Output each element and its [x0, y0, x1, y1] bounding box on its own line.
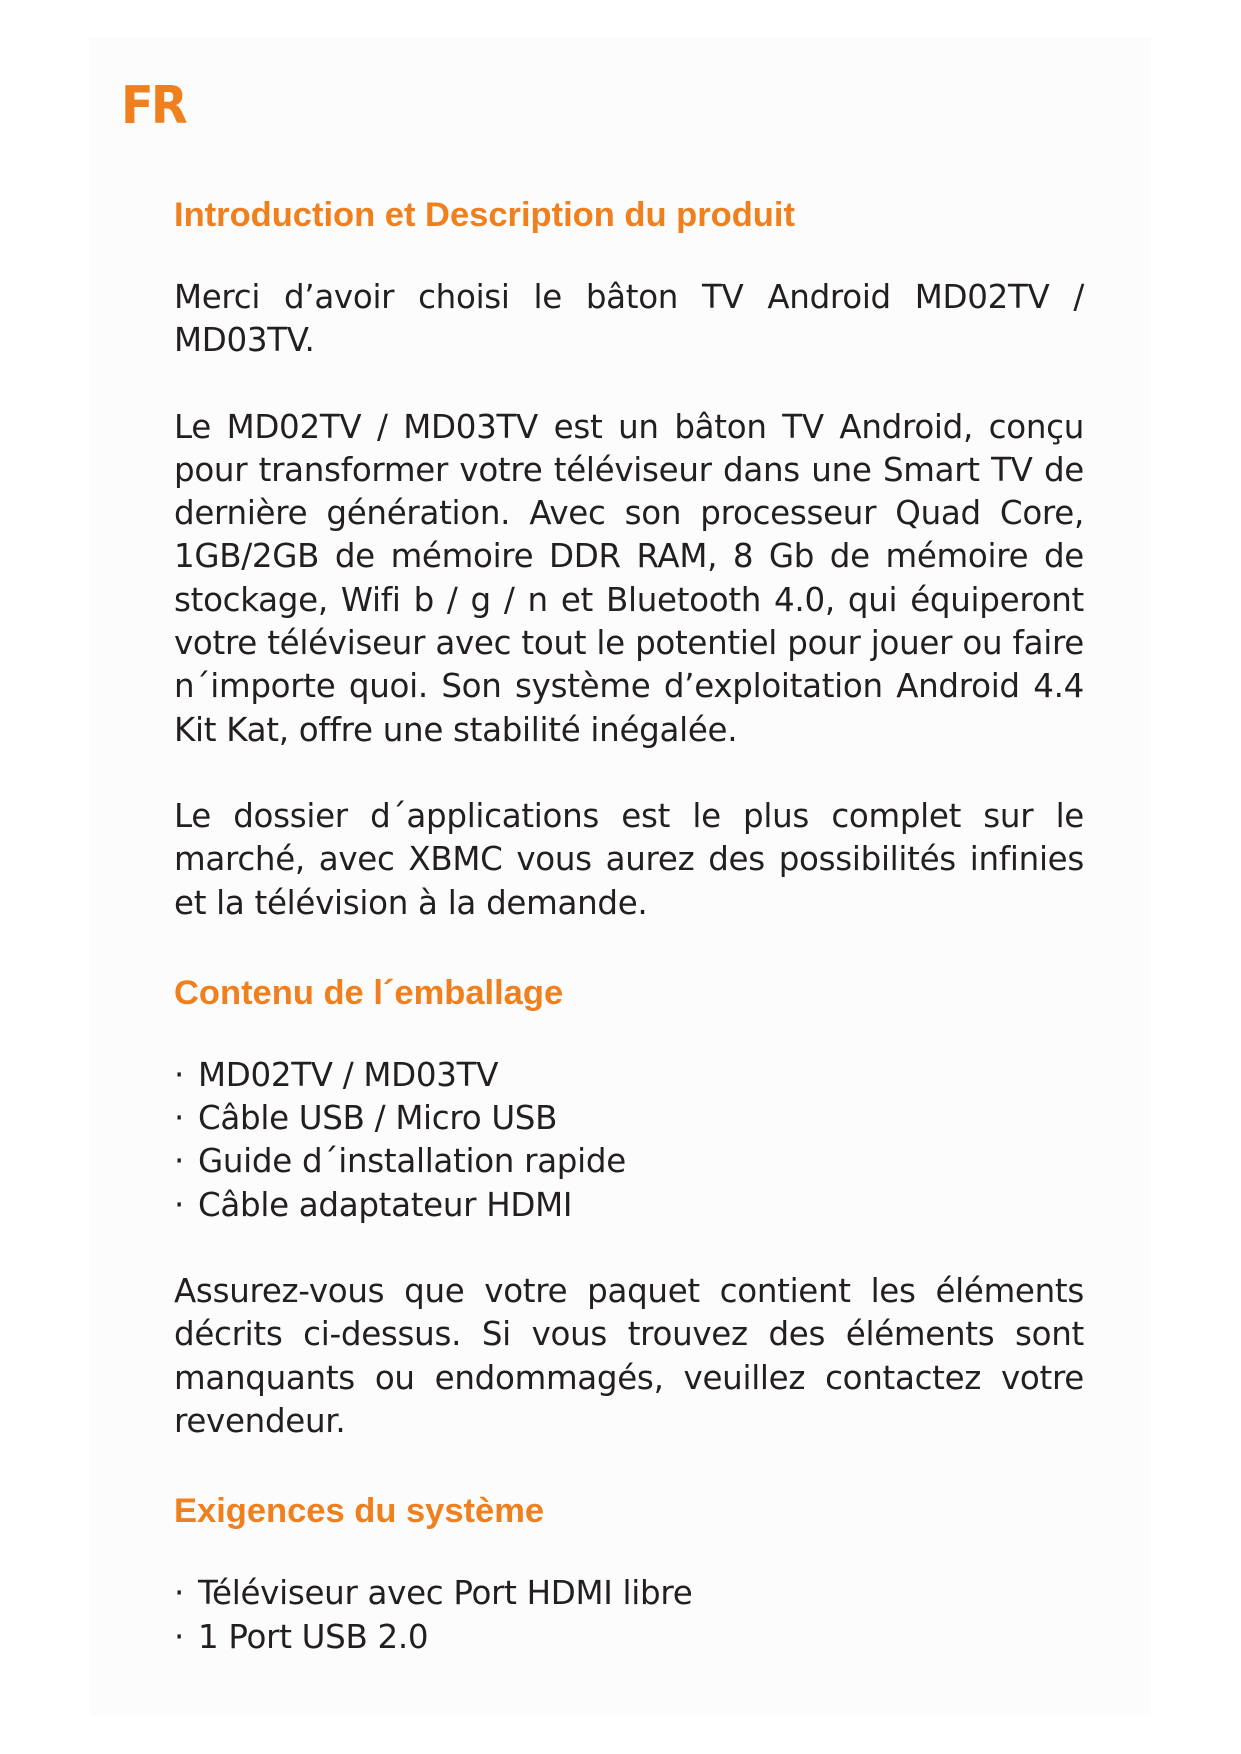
package-note: Assurez-vous que votre paquet contient les éléments décrits ci-dessus. Si vous trouvez des éléments sont manquants ou endommagés, veuillez contactez votre revendeur.	[174, 1272, 1084, 1440]
requirements-heading: Exigences du système	[174, 1492, 545, 1531]
intro-paragraph: Merci d’avoir choisi le bâton TV Android MD02TV / MD03TV.	[174, 278, 1084, 360]
apps-paragraph: Le dossier d´applications est le plus complet sur le marché, avec XBMC vous aurez des possibilités infinies et la télévision à la demande.	[174, 796, 1084, 922]
intro-heading: Introduction et Description du produit	[174, 196, 795, 234]
requirements-list	[174, 1572, 1084, 1659]
list-item: · MD02TV / MD03TV	[174, 1055, 499, 1094]
list-item: · Téléviseur avec Port HDMI libre	[174, 1574, 693, 1613]
list-item: · Câble adaptateur HDMI	[174, 1185, 573, 1224]
package-heading: Contenu de l´emballage	[174, 973, 564, 1012]
list-item: · Guide d´installation rapide	[174, 1142, 626, 1181]
package-list	[174, 1054, 1084, 1227]
document-body	[174, 190, 1084, 1659]
language-tag: FR	[121, 76, 185, 136]
list-item: · Câble USB / Micro USB	[174, 1099, 558, 1138]
list-item: · 1 Port USB 2.0	[174, 1617, 429, 1656]
description-paragraph: Le MD02TV / MD03TV est un bâton TV Android, conçu pour transformer votre téléviseur dans une Smart TV de dernière génération. Avec son processeur Quad Core, 1GB/2GB de mémoire DDR RAM, 8 Gb de mémoire de stockage, Wifi b / g / n et Bluetooth 4.0, qui équiperont votre téléviseur avec tout le potentiel pour jouer ou faire n´importe quoi. Son système d’exploitation Android 4.4 Kit Kat, offre une stabilité inégalée.	[174, 407, 1084, 749]
